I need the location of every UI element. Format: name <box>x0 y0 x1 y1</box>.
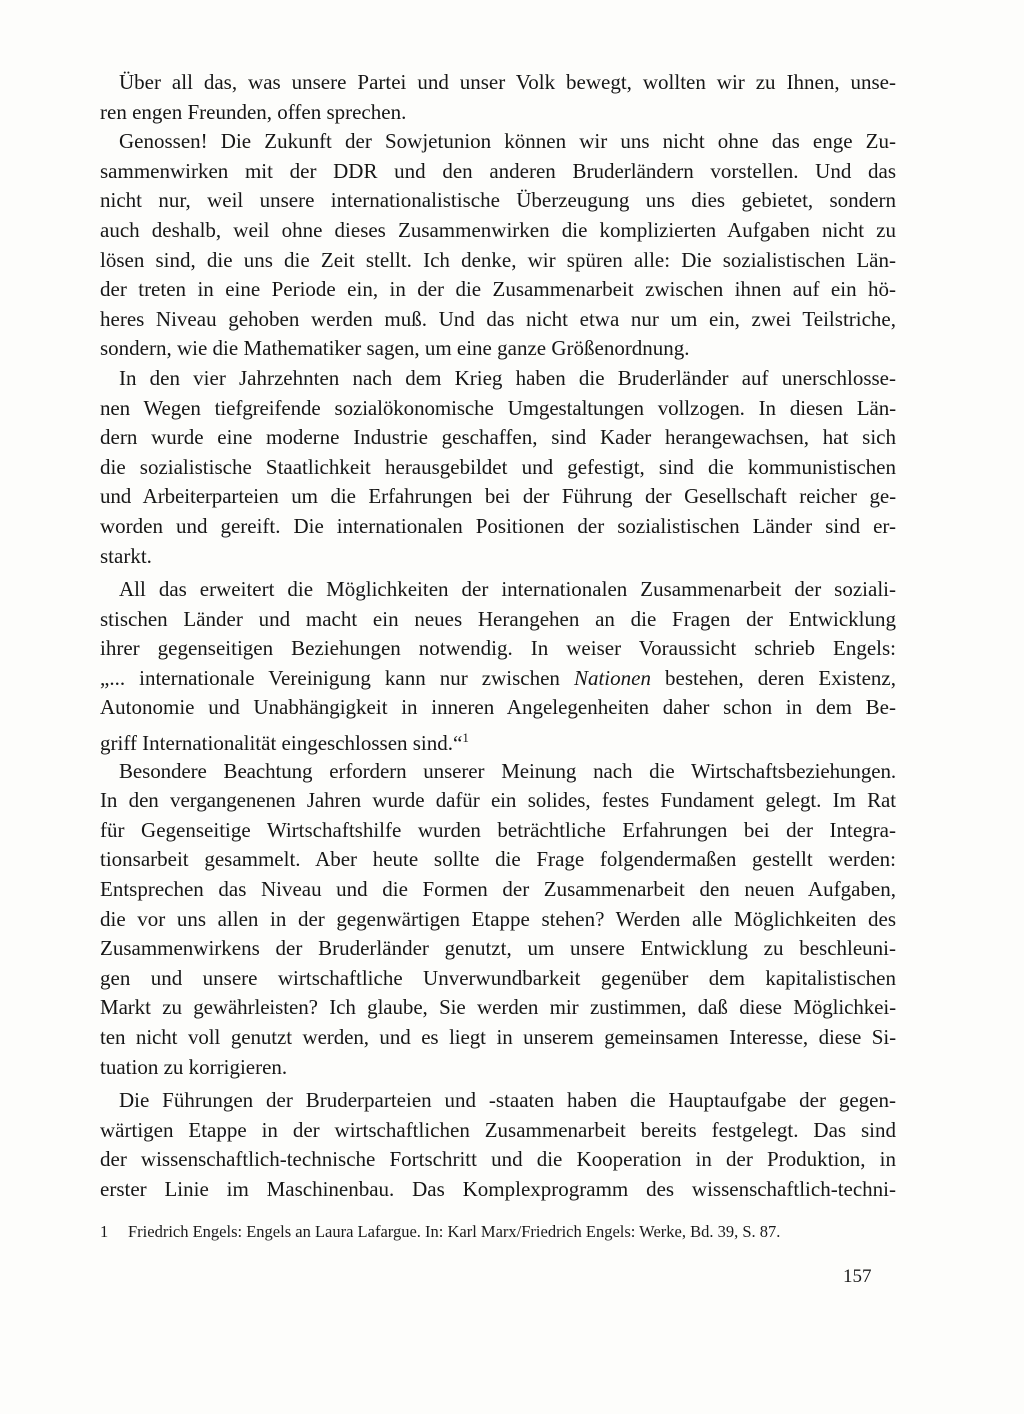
text-line: wärtigen Etappe in der wirtschaftlichen Zusammenarbeit bereits festgelegt. Das sind <box>100 1117 896 1142</box>
text-line: All das erweitert die Möglichkeiten der internationalen Zusammenarbeit der soziali- <box>119 577 896 602</box>
text-line: nen Wegen tiefgreifende sozialökonomische Umgestaltungen vollzogen. In diesen Län- <box>100 395 896 420</box>
text-line: ihrer gegenseitigen Beziehungen notwendig. In weiser Voraussicht schrieb Engels: <box>100 636 896 661</box>
quote-line: Autonomie und Unabhängigkeit in inneren Angelegenheiten daher schon in dem Be- <box>100 695 896 720</box>
paragraph-2 <box>100 127 896 364</box>
text-line: Zusammenwirkens der Bruderländer genutzt, um unsere Entwicklung zu beschleuni- <box>100 936 896 961</box>
text-line: gen und unsere wirtschaftliche Unverwundbarkeit gegenüber dem kapitalistischen <box>100 965 896 990</box>
text-line: auch deshalb, weil ohne dieses Zusammenwirken die komplizierten Aufgaben nicht zu <box>100 217 896 242</box>
text-line: sondern, wie die Mathematiker sagen, um eine ganze Größenordnung. <box>100 336 690 361</box>
text-line: Entsprechen das Niveau und die Formen der Zusammenarbeit den neuen Aufgaben, <box>100 877 896 902</box>
text-line: für Gegenseitige Wirtschaftshilfe wurden beträchtliche Erfahrungen bei der Integra- <box>100 817 896 842</box>
page-number: 157 <box>843 1266 872 1287</box>
text-line: heres Niveau gehoben werden muß. Und das nicht etwa nur um ein, zwei Teilstriche, <box>100 306 896 331</box>
text-line: der treten in eine Periode ein, in der die Zusammenarbeit zwischen ihnen auf ein hö- <box>100 277 896 302</box>
text-line: und Arbeiterparteien um die Erfahrungen bei der Führung der Gesellschaft reicher ge- <box>100 484 896 509</box>
footnote <box>100 1221 860 1243</box>
text-line: die sozialistische Staatlichkeit herausgebildet und gefestigt, sind die kommunistischen <box>100 454 896 479</box>
quote-text: griff Internationalität eingeschlossen sind.“ <box>100 731 463 756</box>
text-line: die vor uns allen in der gegenwärtigen Etappe stehen? Werden alle Möglichkeiten des <box>100 906 896 931</box>
text-line: Besondere Beachtung erfordern unserer Meinung nach die Wirtschaftsbeziehungen. <box>119 758 896 783</box>
text-line: In den vier Jahrzehnten nach dem Krieg haben die Bruderländer auf unerschlosse- <box>119 365 896 390</box>
text-line: lösen sind, die uns die Zeit stellt. Ich denke, wir spüren alle: Die sozialistischen Län- <box>100 247 896 272</box>
body-text <box>100 68 896 1205</box>
text-line: ren engen Freunden, offen sprechen. <box>100 99 407 124</box>
quote-text: „... internationale Vereinigung kann nur zwischen <box>100 665 574 690</box>
text-line: stischen Länder und macht ein neues Herangehen an die Fragen der Entwicklung <box>100 606 896 631</box>
text-line: Die Führungen der Bruderparteien und -staaten haben die Hauptaufgabe der gegen- <box>119 1088 896 1113</box>
quote-line <box>100 664 896 694</box>
text-line: Genossen! Die Zukunft der Sowjetunion können wir uns nicht ohne das enge Zu- <box>119 129 896 154</box>
footnote-reference[interactable]: 1 <box>462 730 469 746</box>
text-line: In den vergangenenen Jahren wurde dafür ein solides, festes Fundament gelegt. Im Rat <box>100 788 896 813</box>
text-line: tuation zu korrigieren. <box>100 1054 288 1079</box>
text-line: der wissenschaftlich-technische Fortschritt und die Kooperation in der Produktion, in <box>100 1147 896 1172</box>
footnote-text: Friedrich Engels: Engels an Laura Lafargue. In: Karl Marx/Friedrich Engels: Werke, Bd. 39, S. 87. <box>128 1222 781 1241</box>
text-line: tionsarbeit gesammelt. Aber heute sollte die Frage folgendermaßen gestellt werden: <box>100 847 896 872</box>
text-line: nicht nur, weil unsere internationalistische Überzeugung uns dies gebietet, sondern <box>100 188 896 213</box>
footnote-number: 1 <box>100 1222 109 1241</box>
text-line: erster Linie im Maschinenbau. Das Komplexprogramm des wissenschaftlich-techni- <box>100 1176 896 1201</box>
quote-text: bestehen, deren Existenz, <box>650 665 896 690</box>
text-line: starkt. <box>100 543 152 568</box>
paragraph-4 <box>100 575 896 756</box>
text-line: Markt zu gewährleisten? Ich glaube, Sie werden mir zustimmen, daß diese Möglichkei- <box>100 995 896 1020</box>
paragraph-1 <box>100 68 896 127</box>
paragraph-5 <box>100 757 896 1083</box>
text-line: worden und gereift. Die internationalen Positionen der sozialistischen Länder sind er- <box>100 513 896 538</box>
text-line: dern wurde eine moderne Industrie geschaffen, sind Kader herangewachsen, hat sich <box>100 425 896 450</box>
paragraph-6 <box>100 1086 896 1204</box>
text-line: sammenwirken mit der DDR und den anderen Bruderländern vorstellen. Und das <box>100 158 896 183</box>
quote-line <box>100 723 896 756</box>
paragraph-3 <box>100 364 896 571</box>
quote-emphasis: Nationen <box>573 665 651 690</box>
text-line: Über all das, was unsere Partei und unser Volk bewegt, wollten wir zu Ihnen, unse- <box>119 70 896 94</box>
text-line: ten nicht voll genutzt werden, und es liegt in unserem gemeinsamen Interesse, diese Si- <box>100 1025 896 1049</box>
